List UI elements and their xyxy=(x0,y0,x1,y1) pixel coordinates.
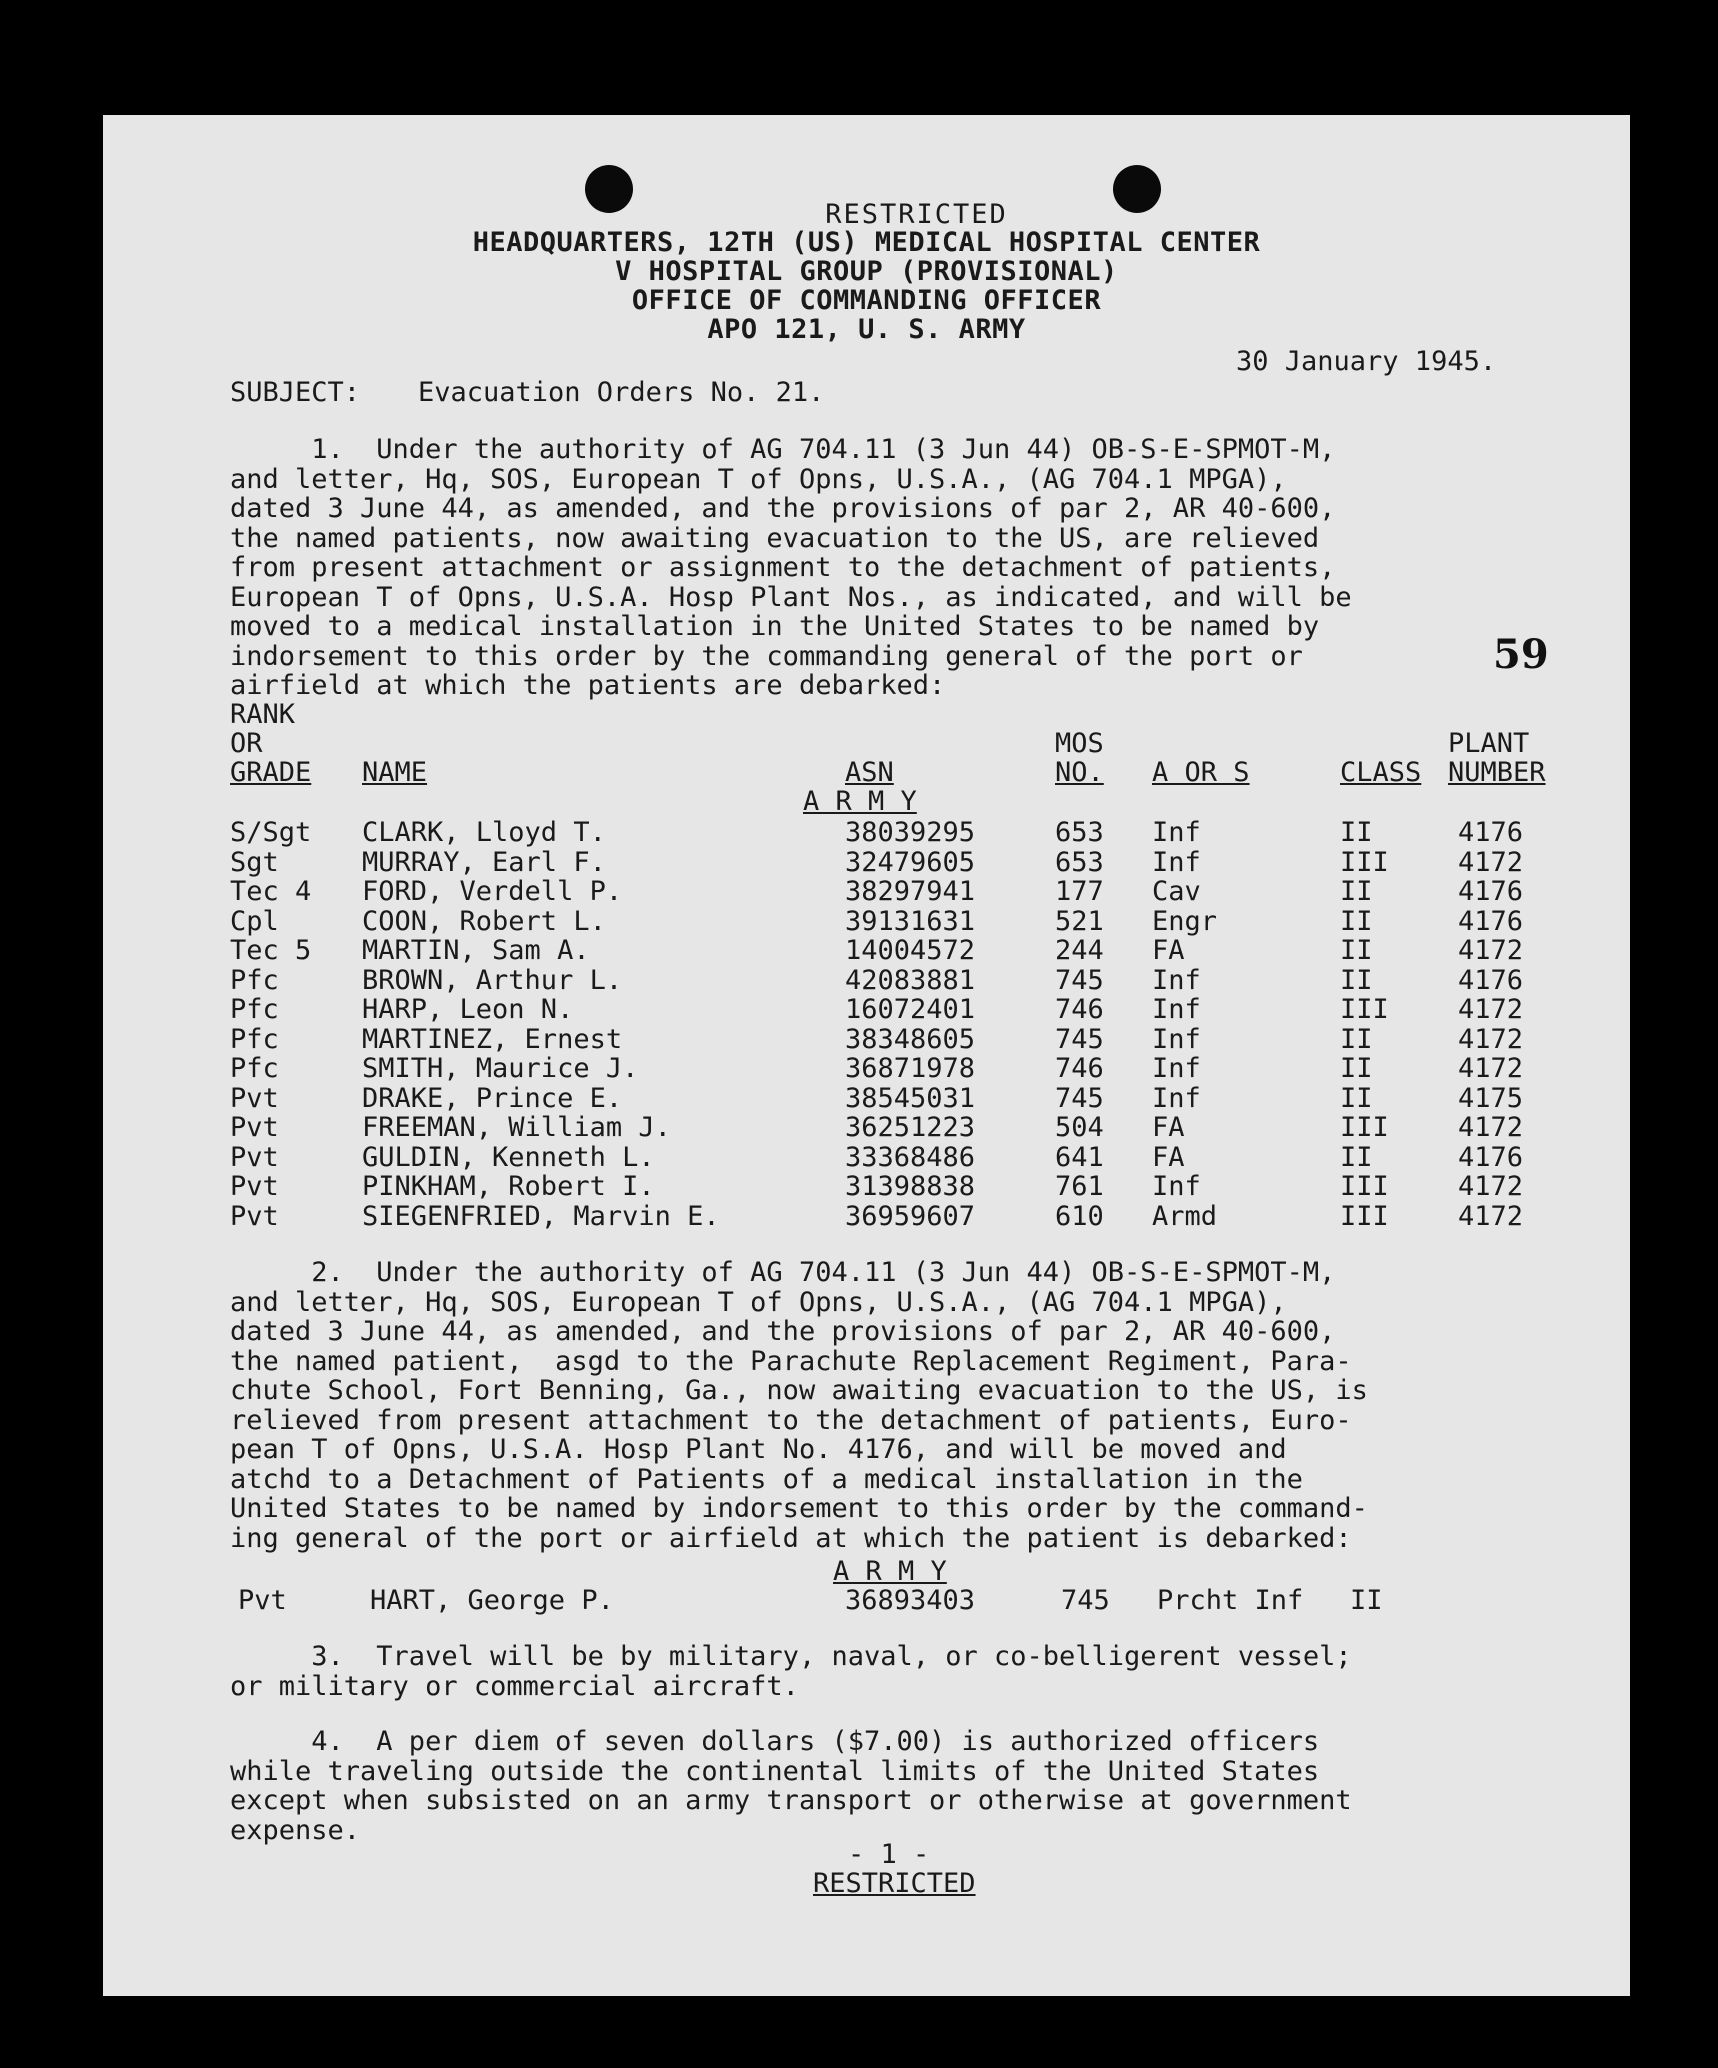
paragraph-1 xyxy=(230,435,1570,701)
hart-rank: Pvt xyxy=(238,1585,287,1616)
header-rank-line-2: OR xyxy=(230,728,263,759)
cell-rank: Sgt xyxy=(230,846,279,878)
header-line-4: APO 121, U. S. ARMY xyxy=(707,314,1026,345)
cell-class: III xyxy=(1340,1171,1389,1202)
paragraph-2-line: pean T of Opns, U.S.A. Hosp Plant No. 4176, and will be moved and xyxy=(230,1434,1287,1465)
cell-mos: 746 xyxy=(1055,994,1104,1025)
paragraph-1-line: moved to a medical installation in the United States to be named by xyxy=(230,611,1320,642)
cell-name: FREEMAN, William J. xyxy=(362,1112,671,1143)
cell-rank: Tec 5 xyxy=(230,935,312,966)
header-mos-line-2: NO. xyxy=(1055,757,1104,788)
table-row xyxy=(230,877,1600,907)
paragraph-1-line: the named patients, now awaiting evacuation to the US, are relieved xyxy=(230,522,1320,554)
cell-name: GULDIN, Kenneth L. xyxy=(362,1141,655,1173)
cell-plant: 4176 xyxy=(1458,964,1524,996)
cell-asn: 36871978 xyxy=(845,1053,976,1084)
table-row xyxy=(230,848,1600,878)
cell-class: II xyxy=(1340,1023,1373,1055)
hart-a-or-s: Prcht Inf xyxy=(1157,1585,1304,1616)
cell-plant: 4172 xyxy=(1458,1053,1524,1084)
cell-class: III xyxy=(1340,1200,1389,1232)
cell-name: PINKHAM, Robert I. xyxy=(362,1171,655,1202)
paragraph-2-line: relieved from present attachment to the detachment of patients, Euro- xyxy=(230,1404,1352,1436)
cell-asn: 31398838 xyxy=(845,1171,976,1202)
paragraph-2-line: 2. Under the authority of AG 704.11 (3 Jun 44) OB-S-E-SPMOT-M, xyxy=(230,1257,1336,1288)
cell-mos: 244 xyxy=(1055,935,1104,966)
header-rank-line-1: RANK xyxy=(230,699,296,730)
cell-rank: Pfc xyxy=(230,1023,279,1055)
cell-asn: 38545031 xyxy=(845,1082,976,1114)
cell-plant: 4172 xyxy=(1458,935,1524,966)
table-row xyxy=(230,1025,1600,1055)
header-plant-line-1: PLANT xyxy=(1448,728,1530,759)
table-row xyxy=(230,966,1600,996)
cell-asn: 14004572 xyxy=(845,935,976,966)
cell-rank: Pvt xyxy=(230,1200,279,1232)
cell-plant: 4172 xyxy=(1458,994,1524,1025)
cell-class: II xyxy=(1340,876,1373,907)
header-rank-line-3: GRADE xyxy=(230,757,312,788)
cell-rank: Pfc xyxy=(230,994,279,1025)
cell-asn: 16072401 xyxy=(845,994,976,1025)
cell-a-or-s: FA xyxy=(1152,935,1185,966)
hart-asn: 36893403 xyxy=(845,1585,976,1616)
cell-name: SMITH, Maurice J. xyxy=(362,1053,639,1084)
document-page xyxy=(103,115,1630,1996)
cell-mos: 746 xyxy=(1055,1053,1104,1084)
classification-top: RESTRICTED xyxy=(825,199,1008,230)
table-row xyxy=(230,936,1600,966)
header-name: NAME xyxy=(362,757,428,788)
cell-plant: 4176 xyxy=(1458,817,1524,848)
cell-name: COON, Robert L. xyxy=(362,905,606,937)
cell-a-or-s: Inf xyxy=(1152,817,1201,848)
cell-plant: 4176 xyxy=(1458,905,1524,937)
cell-class: III xyxy=(1340,846,1389,878)
cell-plant: 4172 xyxy=(1458,1112,1524,1143)
document-date: 30 January 1945. xyxy=(1236,346,1497,377)
cell-name: MURRAY, Earl F. xyxy=(362,846,606,878)
header-a-or-s: A OR S xyxy=(1152,757,1250,788)
cell-rank: Pvt xyxy=(230,1141,279,1173)
subject-label: SUBJECT: xyxy=(230,377,361,408)
paragraph-1-line: and letter, Hq, SOS, European T of Opns, U.S.A., (AG 704.1 MPGA), xyxy=(230,463,1287,495)
table-row xyxy=(230,995,1600,1025)
paragraph-1-line: airfield at which the patients are debarked: xyxy=(230,670,946,701)
paragraph-4-line: while traveling outside the continental limits of the United States xyxy=(230,1755,1320,1787)
cell-a-or-s: Engr xyxy=(1152,905,1218,937)
cell-a-or-s: FA xyxy=(1152,1112,1185,1143)
para2-army-label: A R M Y xyxy=(833,1556,947,1587)
cell-asn: 39131631 xyxy=(845,905,976,937)
cell-mos: 761 xyxy=(1055,1171,1104,1202)
paragraph-1-line: indorsement to this order by the commanding general of the port or xyxy=(230,640,1303,672)
cell-asn: 38297941 xyxy=(845,876,976,907)
cell-class: II xyxy=(1340,817,1373,848)
cell-class: III xyxy=(1340,1112,1389,1143)
table-row xyxy=(230,1143,1600,1173)
cell-class: II xyxy=(1340,964,1373,996)
header-line-1: HEADQUARTERS, 12TH (US) MEDICAL HOSPITAL CENTER xyxy=(472,227,1261,258)
cell-rank: Pfc xyxy=(230,964,279,996)
army-label: A R M Y xyxy=(803,786,917,817)
cell-mos: 177 xyxy=(1055,876,1104,907)
header-class: CLASS xyxy=(1340,757,1422,788)
cell-rank: Tec 4 xyxy=(230,876,312,907)
cell-a-or-s: Inf xyxy=(1152,994,1201,1025)
table-row xyxy=(230,1084,1600,1114)
subject-text: Evacuation Orders No. 21. xyxy=(418,377,825,408)
cell-rank: Pvt xyxy=(230,1171,279,1202)
paragraph-2-line: chute School, Fort Benning, Ga., now awaiting evacuation to the US, is xyxy=(230,1375,1368,1406)
cell-mos: 653 xyxy=(1055,817,1104,848)
paragraph-1-line: from present attachment or assignment to the detachment of patients, xyxy=(230,552,1336,583)
cell-name: MARTIN, Sam A. xyxy=(362,935,590,966)
cell-rank: S/Sgt xyxy=(230,817,312,848)
paragraph-3-line: or military or commercial aircraft. xyxy=(230,1670,799,1702)
cell-mos: 745 xyxy=(1055,1082,1104,1114)
paragraph-2-line: ing general of the port or airfield at which the patient is debarked: xyxy=(230,1522,1352,1554)
paragraph-2-line: the named patient, asgd to the Parachute Replacement Regiment, Para- xyxy=(230,1345,1352,1377)
header-mos-line-1: MOS xyxy=(1055,728,1104,759)
paragraph-2-line: dated 3 June 44, as amended, and the provisions of par 2, AR 40-600, xyxy=(230,1316,1336,1347)
cell-plant: 4176 xyxy=(1458,876,1524,907)
cell-asn: 36959607 xyxy=(845,1200,976,1232)
cell-rank: Pvt xyxy=(230,1112,279,1143)
header-asn: ASN xyxy=(845,757,894,788)
page-number: - 1 - xyxy=(848,1839,930,1870)
cell-rank: Pfc xyxy=(230,1053,279,1084)
cell-a-or-s: Inf xyxy=(1152,1053,1201,1084)
cell-a-or-s: Inf xyxy=(1152,1023,1201,1055)
paragraph-4 xyxy=(230,1727,1570,1845)
cell-rank: Pvt xyxy=(230,1082,279,1114)
cell-name: SIEGENFRIED, Marvin E. xyxy=(362,1200,720,1232)
cell-class: II xyxy=(1340,1141,1373,1173)
cell-rank: Cpl xyxy=(230,905,279,937)
cell-name: HARP, Leon N. xyxy=(362,994,574,1025)
paragraph-2-line: atchd to a Detachment of Patients of a medical installation in the xyxy=(230,1463,1303,1495)
paragraph-2-line: United States to be named by indorsement to this order by the command- xyxy=(230,1493,1368,1524)
cell-mos: 610 xyxy=(1055,1200,1104,1232)
cell-name: MARTINEZ, Ernest xyxy=(362,1023,623,1055)
header-line-2: V HOSPITAL GROUP (PROVISIONAL) xyxy=(615,256,1118,287)
cell-name: FORD, Verdell P. xyxy=(362,876,623,907)
cell-plant: 4172 xyxy=(1458,846,1524,878)
cell-asn: 33368486 xyxy=(845,1141,976,1173)
cell-asn: 32479605 xyxy=(845,846,976,878)
paragraph-1-line: dated 3 June 44, as amended, and the provisions of par 2, AR 40-600, xyxy=(230,493,1336,524)
patient-table xyxy=(230,818,1600,1231)
cell-asn: 38348605 xyxy=(845,1023,976,1055)
table-row xyxy=(230,818,1600,848)
cell-name: CLARK, Lloyd T. xyxy=(362,817,606,848)
cell-class: II xyxy=(1340,905,1373,937)
cell-mos: 653 xyxy=(1055,846,1104,878)
cell-name: BROWN, Arthur L. xyxy=(362,964,623,996)
cell-mos: 504 xyxy=(1055,1112,1104,1143)
cell-a-or-s: Inf xyxy=(1152,1171,1201,1202)
cell-mos: 745 xyxy=(1055,964,1104,996)
cell-a-or-s: Armd xyxy=(1152,1200,1218,1232)
table-row xyxy=(230,907,1600,937)
paragraph-3-line: 3. Travel will be by military, naval, or co-belligerent vessel; xyxy=(230,1641,1352,1672)
table-row xyxy=(230,1054,1600,1084)
cell-class: II xyxy=(1340,935,1373,966)
cell-a-or-s: Inf xyxy=(1152,1082,1201,1114)
paragraph-2-line: and letter, Hq, SOS, European T of Opns, U.S.A., (AG 704.1 MPGA), xyxy=(230,1286,1287,1318)
paragraph-4-line: expense. xyxy=(230,1814,361,1846)
cell-asn: 42083881 xyxy=(845,964,976,996)
hart-name: HART, George P. xyxy=(370,1585,614,1616)
cell-asn: 38039295 xyxy=(845,817,976,848)
page-stamp-number: 59 xyxy=(1493,631,1549,678)
cell-class: II xyxy=(1340,1082,1373,1114)
cell-class: III xyxy=(1340,994,1389,1025)
cell-name: DRAKE, Prince E. xyxy=(362,1082,623,1114)
cell-mos: 745 xyxy=(1055,1023,1104,1055)
paragraph-3 xyxy=(230,1642,1570,1701)
cell-mos: 641 xyxy=(1055,1141,1104,1173)
cell-class: II xyxy=(1340,1053,1373,1084)
cell-plant: 4175 xyxy=(1458,1082,1524,1114)
cell-plant: 4176 xyxy=(1458,1141,1524,1173)
table-row xyxy=(230,1172,1600,1202)
hart-class: II xyxy=(1350,1585,1383,1616)
cell-mos: 521 xyxy=(1055,905,1104,937)
paragraph-4-line: 4. A per diem of seven dollars ($7.00) is authorized officers xyxy=(230,1726,1320,1757)
paragraph-1-line: European T of Opns, U.S.A. Hosp Plant Nos., as indicated, and will be xyxy=(230,581,1352,613)
cell-plant: 4172 xyxy=(1458,1171,1524,1202)
table-row xyxy=(230,1113,1600,1143)
cell-asn: 36251223 xyxy=(845,1112,976,1143)
header-plant-line-2: NUMBER xyxy=(1448,757,1546,788)
paragraph-1-line: 1. Under the authority of AG 704.11 (3 Jun 44) OB-S-E-SPMOT-M, xyxy=(230,434,1336,465)
cell-plant: 4172 xyxy=(1458,1023,1524,1055)
classification-bottom: RESTRICTED xyxy=(813,1868,976,1899)
cell-a-or-s: Inf xyxy=(1152,964,1201,996)
cell-plant: 4172 xyxy=(1458,1200,1524,1232)
paragraph-4-line: except when subsisted on an army transport or otherwise at government xyxy=(230,1785,1352,1816)
cell-a-or-s: FA xyxy=(1152,1141,1185,1173)
cell-a-or-s: Cav xyxy=(1152,876,1201,907)
header-line-3: OFFICE OF COMMANDING OFFICER xyxy=(631,285,1102,316)
paragraph-2 xyxy=(230,1258,1570,1553)
hart-mos: 745 xyxy=(1061,1585,1110,1616)
table-row xyxy=(230,1202,1600,1232)
cell-a-or-s: Inf xyxy=(1152,846,1201,878)
